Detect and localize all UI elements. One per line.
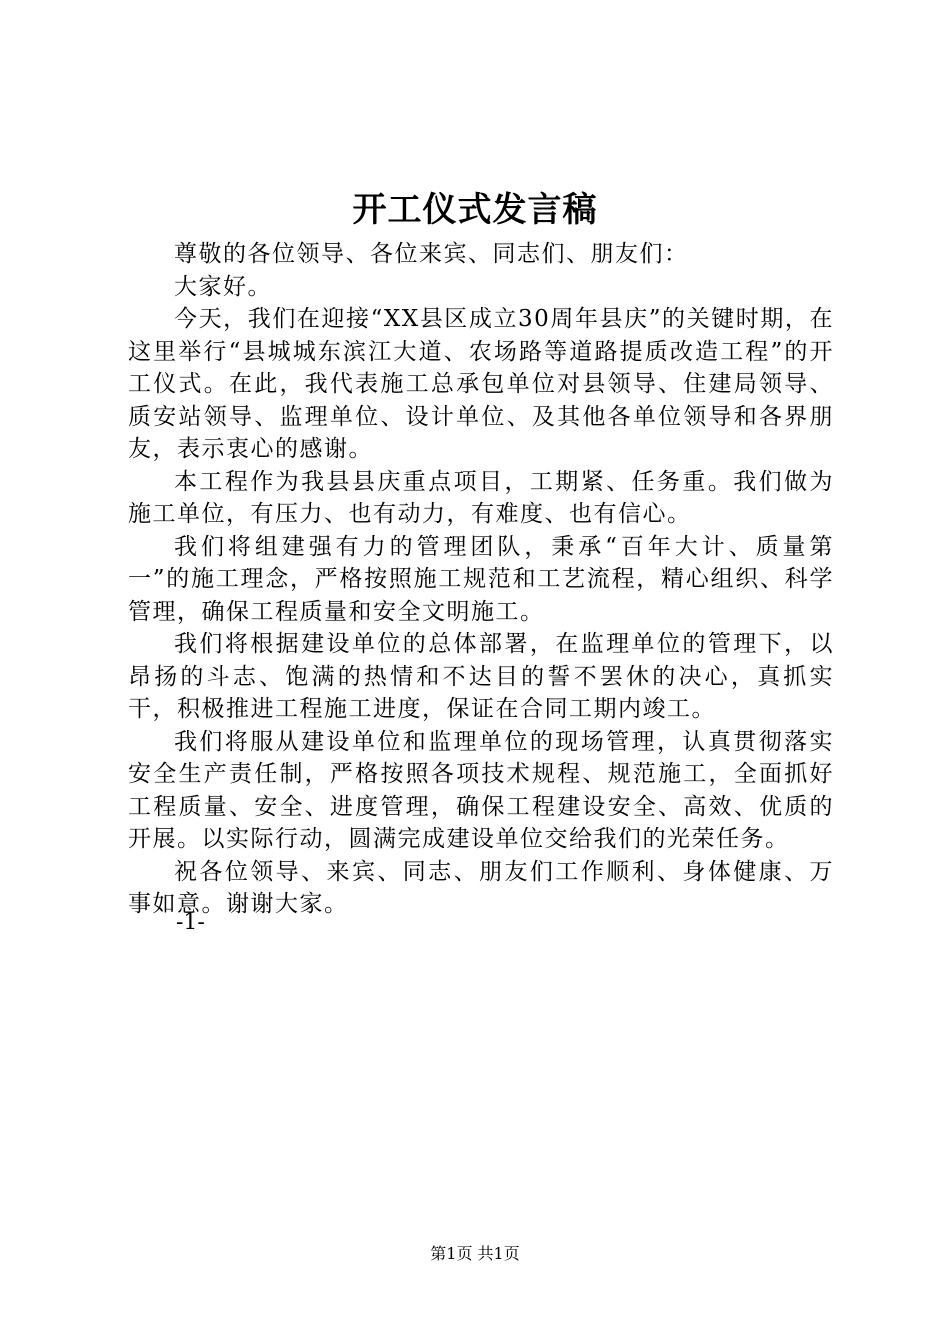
page-title: 开工仪式发言稿 — [352, 190, 598, 230]
body-paragraph: 我们将根据建设单位的总体部署，在监理单位的管理下，以昂扬的斗志、饱满的热情和不达目的誓不罢休的决心，真抓实干，积极推进工程施工进度，保证在合同工期内竣工。 — [128, 631, 834, 722]
closing-paragraph: 祝各位领导、来宾、同志、朋友们工作顺利、身体健康、万事如意。谢谢大家。 — [128, 858, 834, 917]
body-paragraph: 本工程作为我县县庆重点项目，工期紧、任务重。我们做为施工单位，有压力、也有动力，有难度、也有信心。 — [128, 468, 834, 527]
salutation-paragraph: 尊敬的各位领导、各位来宾、同志们、朋友们： — [174, 241, 689, 267]
body-paragraph: 我们将服从建设单位和监理单位的现场管理，认真贯彻落实安全生产责任制，严格按照各项技术规程、规范施工，全面抓好工程质量、安全、进度管理，确保工程建设安全、高效、优质的开展。以实际行动，圆满完成建设单位交给我们的光荣任务。 — [128, 728, 834, 852]
greeting-paragraph: 大家好。 — [174, 273, 272, 300]
body-paragraph: 今天，我们在迎接“XX县区成立30周年县庆”的关键时期，在这里举行“县城城东滨江大道、农场路等道路提质改造工程”的开工仪式。在此，我代表施工总承包单位对县领导、住建局领导、质安站领导、监理单位、设计单位、及其他各单位领导和各界朋友，表示衷心的感谢。 — [128, 306, 834, 462]
document-body — [128, 238, 834, 921]
body-paragraph: 我们将组建强有力的管理团队，秉承“百年大计、质量第一”的施工理念，严格按照施工规范和工艺流程，精心组织、科学管理，确保工程质量和安全文明施工。 — [128, 533, 834, 625]
page-number-marker: -1- — [176, 910, 205, 935]
page-footer: 第1页 共1页 — [430, 1244, 520, 1263]
